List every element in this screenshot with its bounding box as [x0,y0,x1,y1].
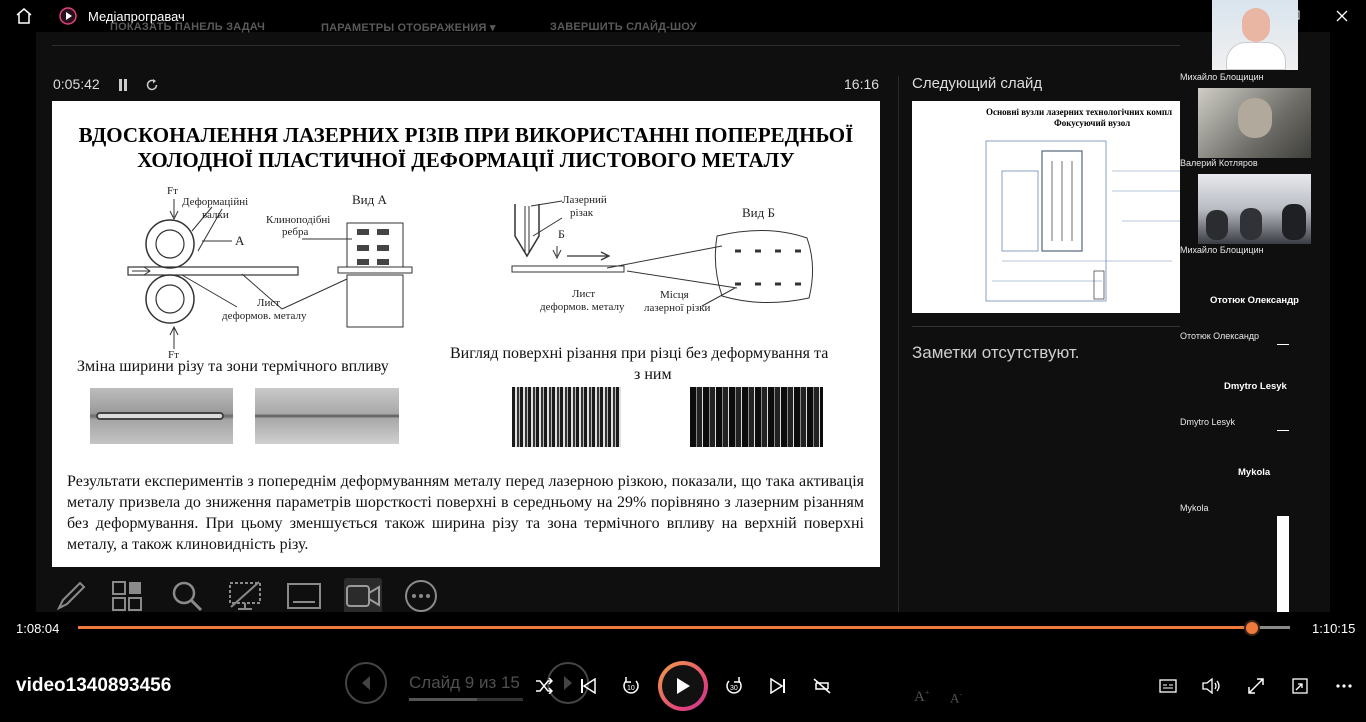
sheet-label-1: Лист [257,297,281,309]
rollers-label-2: валки [202,209,229,221]
view-a-label: Вид А [352,192,387,207]
kerf-photo-2 [255,388,399,444]
wedge-label-1: Клиноподібні [266,214,331,226]
next-slide-label: Следующий слайд [912,75,1043,92]
font-decrease-icon[interactable]: A- [950,690,963,706]
elapsed-timer: 0:05:42 [53,76,100,92]
camera-icon[interactable] [344,578,382,614]
sheet-label-4: деформов. металу [540,301,625,313]
shuffle-icon[interactable] [532,674,556,698]
b-label: Б [558,227,565,241]
participant-video-3[interactable] [1198,174,1311,244]
ft-top-label: Fт [167,185,178,197]
end-show-button[interactable]: ЗАВЕРШИТЬ СЛАЙД-ШОУ [550,21,697,33]
sheet-label-3: Лист [572,288,596,300]
next-track-icon[interactable] [766,674,790,698]
current-time: 1:08:04 [16,621,60,636]
slide-paragraph: Результати експериментів з попереднім деформуванням металу перед лазерною різкою, показали, що така активація металу призвела до зниження параметрів шорсткості поверхні в середньому на 29% порівняно з лазерним різанням без деформування. При цьому зменшується також ширина різу та зона термічного впливу на верхній поверхні металу, а також клиновидність різу. [67,473,864,553]
notes-text: Заметки отсутствуют. [912,343,1080,362]
participant-tile-name-6: Mykola [1238,467,1271,478]
black-screen-icon[interactable] [226,578,264,614]
total-time: 1:10:15 [1312,621,1356,636]
seek-thumb[interactable] [1244,620,1260,636]
forward-30-icon[interactable] [722,674,746,698]
participant-name-1: Михайло Блощицин [1180,72,1264,82]
font-increase-icon[interactable]: A+ [914,688,930,705]
restart-timer-icon[interactable] [143,76,161,94]
laser-label-2: різак [570,207,594,219]
next-slide-drawing [982,131,1180,306]
participant-tile-name-5: Dmytro Lesyk [1224,381,1287,392]
close-window-icon[interactable] [1332,6,1352,26]
volume-icon[interactable] [1200,674,1224,698]
wedge-label-2: ребра [282,226,309,238]
pause-timer-icon[interactable] [114,76,132,94]
participant-name-5: Dmytro Lesyk [1180,417,1236,427]
display-params-button[interactable]: ПАРАМЕТРЫ ОТОБРАЖЕНИЯ ▾ [321,22,496,34]
captions-icon[interactable] [1156,674,1180,698]
mini-player-icon[interactable] [1288,674,1312,698]
cut-label-2: лазерної різки [644,302,711,314]
svg-text:30: 30 [730,685,738,692]
zoom-icon[interactable] [168,578,206,614]
mic-off-icon [1277,430,1289,431]
notes-divider [912,326,1180,327]
svg-text:10: 10 [627,685,635,692]
caption-right-1: Вигляд поверхні різання при різці без деформування та [450,345,829,362]
toolbar-divider [52,45,1180,46]
mic-off-icon [1277,344,1289,345]
next-slide-title-1: Основні вузли лазерних технологічних компл [986,107,1173,117]
home-icon[interactable] [12,4,36,28]
slide-counter: Слайд 9 из 15 [409,673,520,692]
fullscreen-icon[interactable] [1244,674,1268,698]
caption-right-2: з ним [634,366,672,383]
current-slide [52,101,880,567]
panel-divider [898,76,899,612]
view-b-label: Вид Б [742,205,775,220]
slide-title-line2: ХОЛОДНОЇ ПЛАСТИЧНОЇ ДЕФОРМАЦІЇ ЛИСТОВОГО МЕТАЛУ [137,148,795,172]
participant-tile-name-4: Ототюк Олександр [1210,295,1299,306]
seek-progress [78,626,1252,629]
kerf-photo-1 [90,388,233,444]
rewind-10-icon[interactable] [619,674,643,698]
play-button[interactable] [658,661,708,711]
participant-name-3: Михайло Блощицин [1180,245,1264,255]
repeat-off-icon[interactable] [810,674,834,698]
presenter-toolbar [36,14,1180,46]
participant-video-1[interactable] [1212,0,1298,70]
show-taskbar-button[interactable]: ПОКАЗАТЬ ПАНЕЛЬ ЗАДАЧ [110,21,266,33]
prev-slide-icon[interactable] [345,662,387,704]
next-slide-preview[interactable] [912,101,1180,313]
subtitles-icon[interactable] [285,578,323,614]
slide-title-line1: ВДОСКОНАЛЕННЯ ЛАЗЕРНИХ РІЗІВ ПРИ ВИКОРИСТАННІ ПОПЕРЕДНЬОЇ [78,123,854,147]
sheet-label-2: деформов. металу [222,310,307,322]
more-icon[interactable] [1332,674,1356,698]
slide-counter-underline-fill [409,698,477,701]
pen-tool-icon[interactable] [52,578,90,614]
clock: 16:16 [844,76,880,92]
surface-photo-2 [690,387,823,447]
participant-video-2[interactable] [1198,88,1311,158]
app-title: Медіапрогравач [88,9,185,24]
participant-name-6: Mykola [1180,503,1209,513]
surface-photo-1 [512,387,621,447]
more-options-icon[interactable] [402,578,440,614]
caption-left: Зміна ширини різу та зони термічного впливу [77,358,389,375]
ft-bottom-label: Fт [168,349,179,361]
participant-name-4: Ототюк Олександр [1180,331,1260,341]
laser-label-1: Лазерний [562,194,607,206]
previous-track-icon[interactable] [576,674,600,698]
rollers-label-1: Деформаційні [182,196,249,208]
all-slides-icon[interactable] [109,578,147,614]
cut-label-1: Місця [660,289,689,301]
video-title: video1340893456 [16,675,172,696]
next-slide-title-2: Фокусуючий вузол [1054,118,1131,128]
a-label: А [235,233,245,248]
participant-name-2: Валерий Котляров [1180,158,1258,168]
